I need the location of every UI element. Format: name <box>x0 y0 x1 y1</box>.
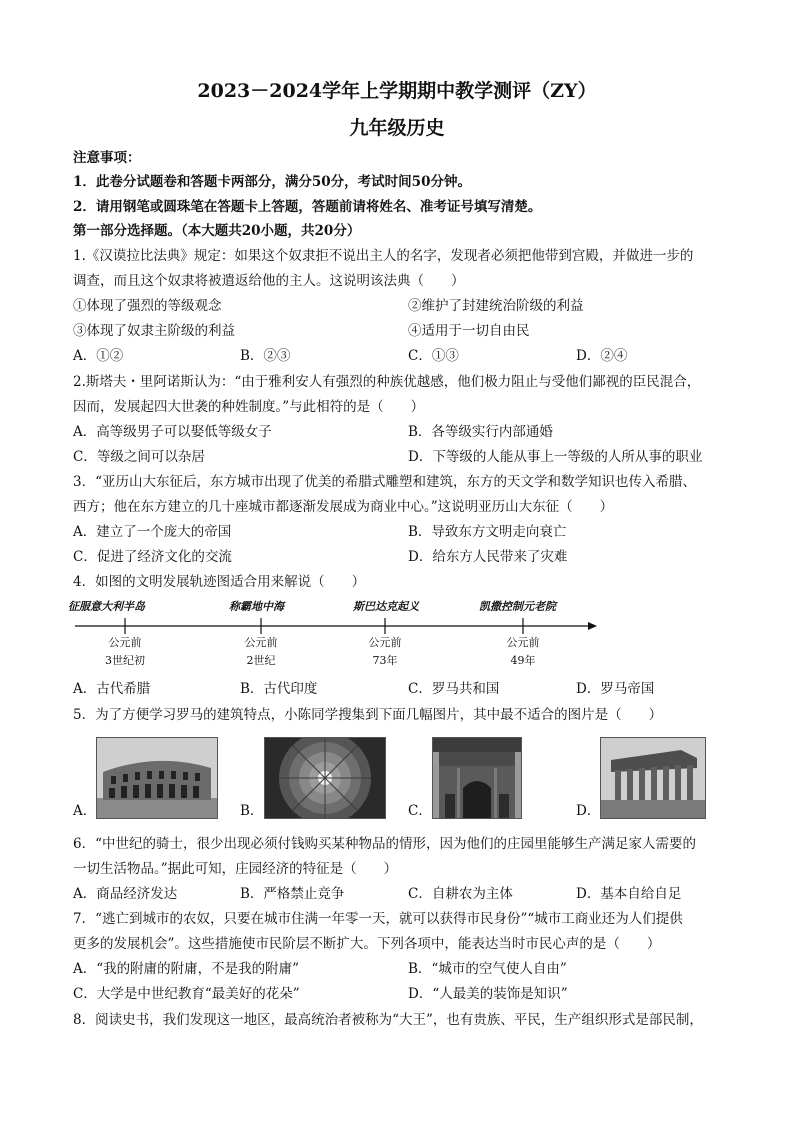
q2-option-c: C．等级之间可以杂居 <box>73 449 205 465</box>
colosseum-image <box>96 737 218 819</box>
exam-title: 2023－2024学年上学期期中教学测评（ZY） <box>197 80 597 102</box>
q3-option-d: D．给东方人民带来了灾难 <box>408 549 568 565</box>
q4-option-d: D．罗马帝国 <box>576 681 655 697</box>
q2-option-b: B．各等级实行内部通婚 <box>408 424 553 440</box>
q1-statement-1: ①体现了强烈的等级观念 <box>73 298 222 314</box>
q6-option-b: B．严格禁止竞争 <box>240 886 345 902</box>
triumphal-arch-image <box>432 737 522 819</box>
timeline-date-3: 73年 <box>372 654 398 667</box>
timeline-event-3: 斯巴达克起义 <box>353 600 419 613</box>
q1-option-c: C．①③ <box>408 348 459 364</box>
timeline-era-1: 公元前 <box>108 636 142 649</box>
q4-option-a: A．古代希腊 <box>73 681 151 697</box>
timeline-date-4: 49年 <box>510 654 536 667</box>
q6-option-d: D．基本自给自足 <box>576 886 682 902</box>
timeline-event-1: 征服意大利半岛 <box>68 600 145 613</box>
note-item-2: 2．请用钢笔或圆珠笔在答题卡上答题，答题前请将姓名、准考证号填写清楚。 <box>73 199 542 215</box>
q2-line-1: 2.斯塔夫・里阿诺斯认为：“由于雅利安人有强烈的种族优越感，他们极力阻止与受他们鄙视的臣民混合， <box>73 374 701 390</box>
q1-statement-2: ②维护了封建统治阶级的利益 <box>408 298 584 314</box>
q2-option-d: D．下等级的人能从事上一等级的人所从事的职业 <box>408 449 703 465</box>
q7-option-d: D．“人最美的装饰是知识” <box>408 986 568 1002</box>
q1-option-d: D．②④ <box>576 348 628 364</box>
q3-option-c: C．促进了经济文化的交流 <box>73 549 232 565</box>
timeline-era-2: 公元前 <box>244 636 278 649</box>
timeline-date-1: 3世纪初 <box>105 654 145 667</box>
q5-option-d: D． <box>576 803 601 819</box>
timeline-era-3: 公元前 <box>368 636 402 649</box>
exam-subtitle: 九年级历史 <box>349 117 445 139</box>
q4-option-b: B．古代印度 <box>240 681 318 697</box>
q3-line-2: 西方；他在东方建立的几十座城市都逐渐发展成为商业中心。”这说明亚历山大东征（ ） <box>73 499 614 515</box>
timeline-figure <box>68 598 603 670</box>
q6-line-2: 一切生活物品。”据此可知，庄园经济的特征是（ ） <box>73 861 398 877</box>
q3-option-a: A．建立了一个庞大的帝国 <box>73 524 232 540</box>
q7-option-b: B．“城市的空气使人自由” <box>408 961 567 977</box>
q1-statement-4: ④适用于一切自由民 <box>408 323 530 339</box>
q1-line-2: 调查，而且这个奴隶将被遣返给他的主人。这说明该法典（ ） <box>73 273 465 289</box>
notes-heading: 注意事项： <box>73 150 141 166</box>
q5-option-a: A． <box>73 803 97 819</box>
pantheon-dome-image <box>264 737 386 819</box>
q6-option-c: C．自耕农为主体 <box>408 886 513 902</box>
q4-option-c: C．罗马共和国 <box>408 681 500 697</box>
q7-line-2: 更多的发展机会”。这些措施使市民阶层不断扩大。下列各项中，能表达当时市民心声的是（ ） <box>73 936 661 952</box>
q5-option-c: C． <box>408 803 432 819</box>
parthenon-image <box>600 737 706 819</box>
q7-line-1: 7．“逃亡到城市的农奴，只要在城市住满一年零一天，就可以获得市民身份”“城市工商业还为人们提供 <box>73 911 683 927</box>
q1-option-a: A．①② <box>73 348 124 364</box>
q1-option-b: B．②③ <box>240 348 291 364</box>
q5-line-1: 5．为了方便学习罗马的建筑特点，小陈同学搜集到下面几幅图片，其中最不适合的图片是（ ） <box>73 707 663 723</box>
q2-option-a: A．高等级男子可以娶低等级女子 <box>73 424 272 440</box>
q3-option-b: B．导致东方文明走向衰亡 <box>408 524 567 540</box>
timeline-event-2: 称霸地中海 <box>229 600 284 613</box>
timeline-event-4: 凯撒控制元老院 <box>479 600 556 613</box>
timeline-date-2: 2世纪 <box>246 654 276 667</box>
q6-line-1: 6．“中世纪的骑士，很少出现必须付钱购买某种物品的情形，因为他们的庄园里能够生产满足家人需要的 <box>73 836 696 852</box>
timeline-era-4: 公元前 <box>506 636 540 649</box>
q2-line-2: 因而，发展起四大世袭的种姓制度。”与此相符的是（ ） <box>73 399 425 415</box>
q6-option-a: A．商品经济发达 <box>73 886 178 902</box>
q5-option-b: B． <box>240 803 264 819</box>
q1-line-1: 1.《汉谟拉比法典》规定：如果这个奴隶拒不说出主人的名字，发现者必须把他带到宫殿，并做进一步的 <box>73 248 694 264</box>
q8-line-1: 8．阅读史书，我们发现这一地区，最高统治者被称为“大王”，也有贵族、平民，生产组织形式是部民制， <box>73 1012 703 1028</box>
section-heading: 第一部分选择题。（本大题共20小题，共20分） <box>73 223 361 239</box>
q7-option-c: C．大学是中世纪教育“最美好的花朵” <box>73 986 300 1002</box>
note-item-1: 1．此卷分试题卷和答题卡两部分，满分50分，考试时间50分钟。 <box>73 174 471 190</box>
q4-line-1: 4．如图的文明发展轨迹图适合用来解说（ ） <box>73 574 366 590</box>
q7-option-a: A．“我的附庸的附庸，不是我的附庸” <box>73 961 300 977</box>
q3-line-1: 3．“亚历山大东征后，东方城市出现了优美的希腊式雕塑和建筑，东方的天文学和数学知识也传入希腊、 <box>73 474 696 490</box>
q1-statement-3: ③体现了奴隶主阶级的利益 <box>73 323 235 339</box>
